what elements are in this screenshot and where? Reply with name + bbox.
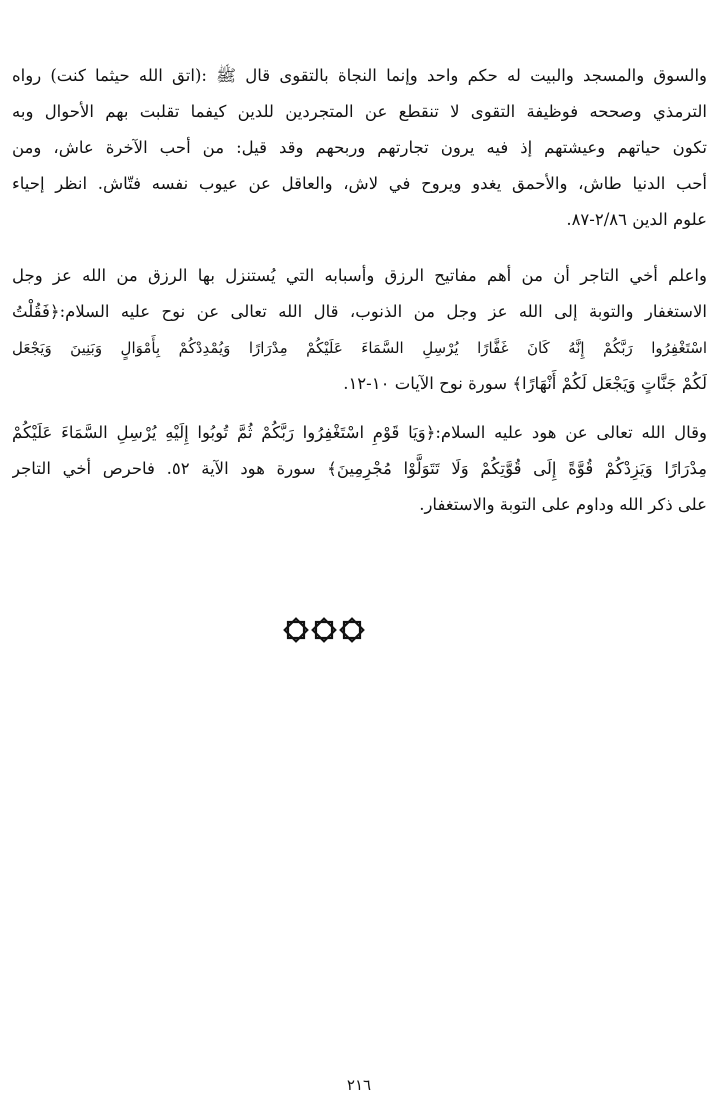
paragraph-taqwa	[12, 58, 707, 238]
text-line: تكون حياتهم وعيشتهم إذ فيه يرون تجارتهم وربحهم وقد قيل: من أحب الآخرة عاش، ومن	[12, 138, 707, 157]
text-line: وقال الله تعالى عن هود عليه السلام:﴿وَيَا قَوْمِ اسْتَغْفِرُوا رَبَّكُمْ ثُمَّ تُوبُوا إِلَيْهِ يُرْسِلِ السَّمَاءَ عَلَيْكُمْ	[12, 423, 707, 442]
text-line: علوم الدين ٢/٨٦-٨٧.	[566, 210, 707, 229]
triple-star-ornament-icon	[282, 616, 366, 644]
text-line: الاستغفار والتوبة إلى الله عز وجل من الذنوب، قال الله تعالى عن نوح عليه السلام:﴿فَقُلْتُ	[12, 302, 707, 321]
paragraph-istighfar-hud	[12, 415, 707, 523]
page-number: ٢١٦	[346, 1076, 372, 1094]
text-line: لَكُمْ جَنَّاتٍ وَيَجْعَل لَكُمْ أَنْهَارًا﴾ سورة نوح الآيات ١٠-١٢.	[343, 374, 707, 393]
paragraph-istighfar-nuh	[12, 258, 707, 402]
quran-verse-line: اسْتَغْفِرُوا رَبَّكُمْ إِنَّهُ كَانَ غَفَّارًا يُرْسِلِ السَّمَاءَ عَلَيْكُمْ مِدْرَارًا وَيُمْدِدْكُمْ بِأَمْوَالٍ وَبَنِينَ وَيَجْعَل	[12, 339, 707, 357]
text-line: مِدْرَارًا وَيَزِدْكُمْ قُوَّةً إِلَى قُوَّتِكُمْ وَلَا تَتَوَلَّوْا مُجْرِمِينَ﴾ سورة هود الآية ٥٢. فاحرص أخي التاجر	[12, 459, 707, 478]
text-line: والسوق والمسجد والبيت له حكم واحد وإنما النجاة بالتقوى قال ﷺ :(اتق الله حيثما كنت) رواه	[12, 66, 707, 85]
text-line: واعلم أخي التاجر أن من أهم مفاتيح الرزق وأسبابه التي يُستنزل بها الرزق من الله عز وجل	[12, 266, 707, 285]
text-line: على ذكر الله وداوم على التوبة والاستغفار.	[419, 495, 707, 514]
text-line: أحب الدنيا طاش، والأحمق يغدو ويروح في لاش، والعاقل عن عيوب نفسه فتّاش. انظر إحياء	[12, 174, 707, 193]
text-line: الترمذي وصححه فوظيفة التقوى لا تنقطع عن المتجردين للدين كيفما تقلبت بهم الأحوال وبه	[12, 102, 707, 121]
